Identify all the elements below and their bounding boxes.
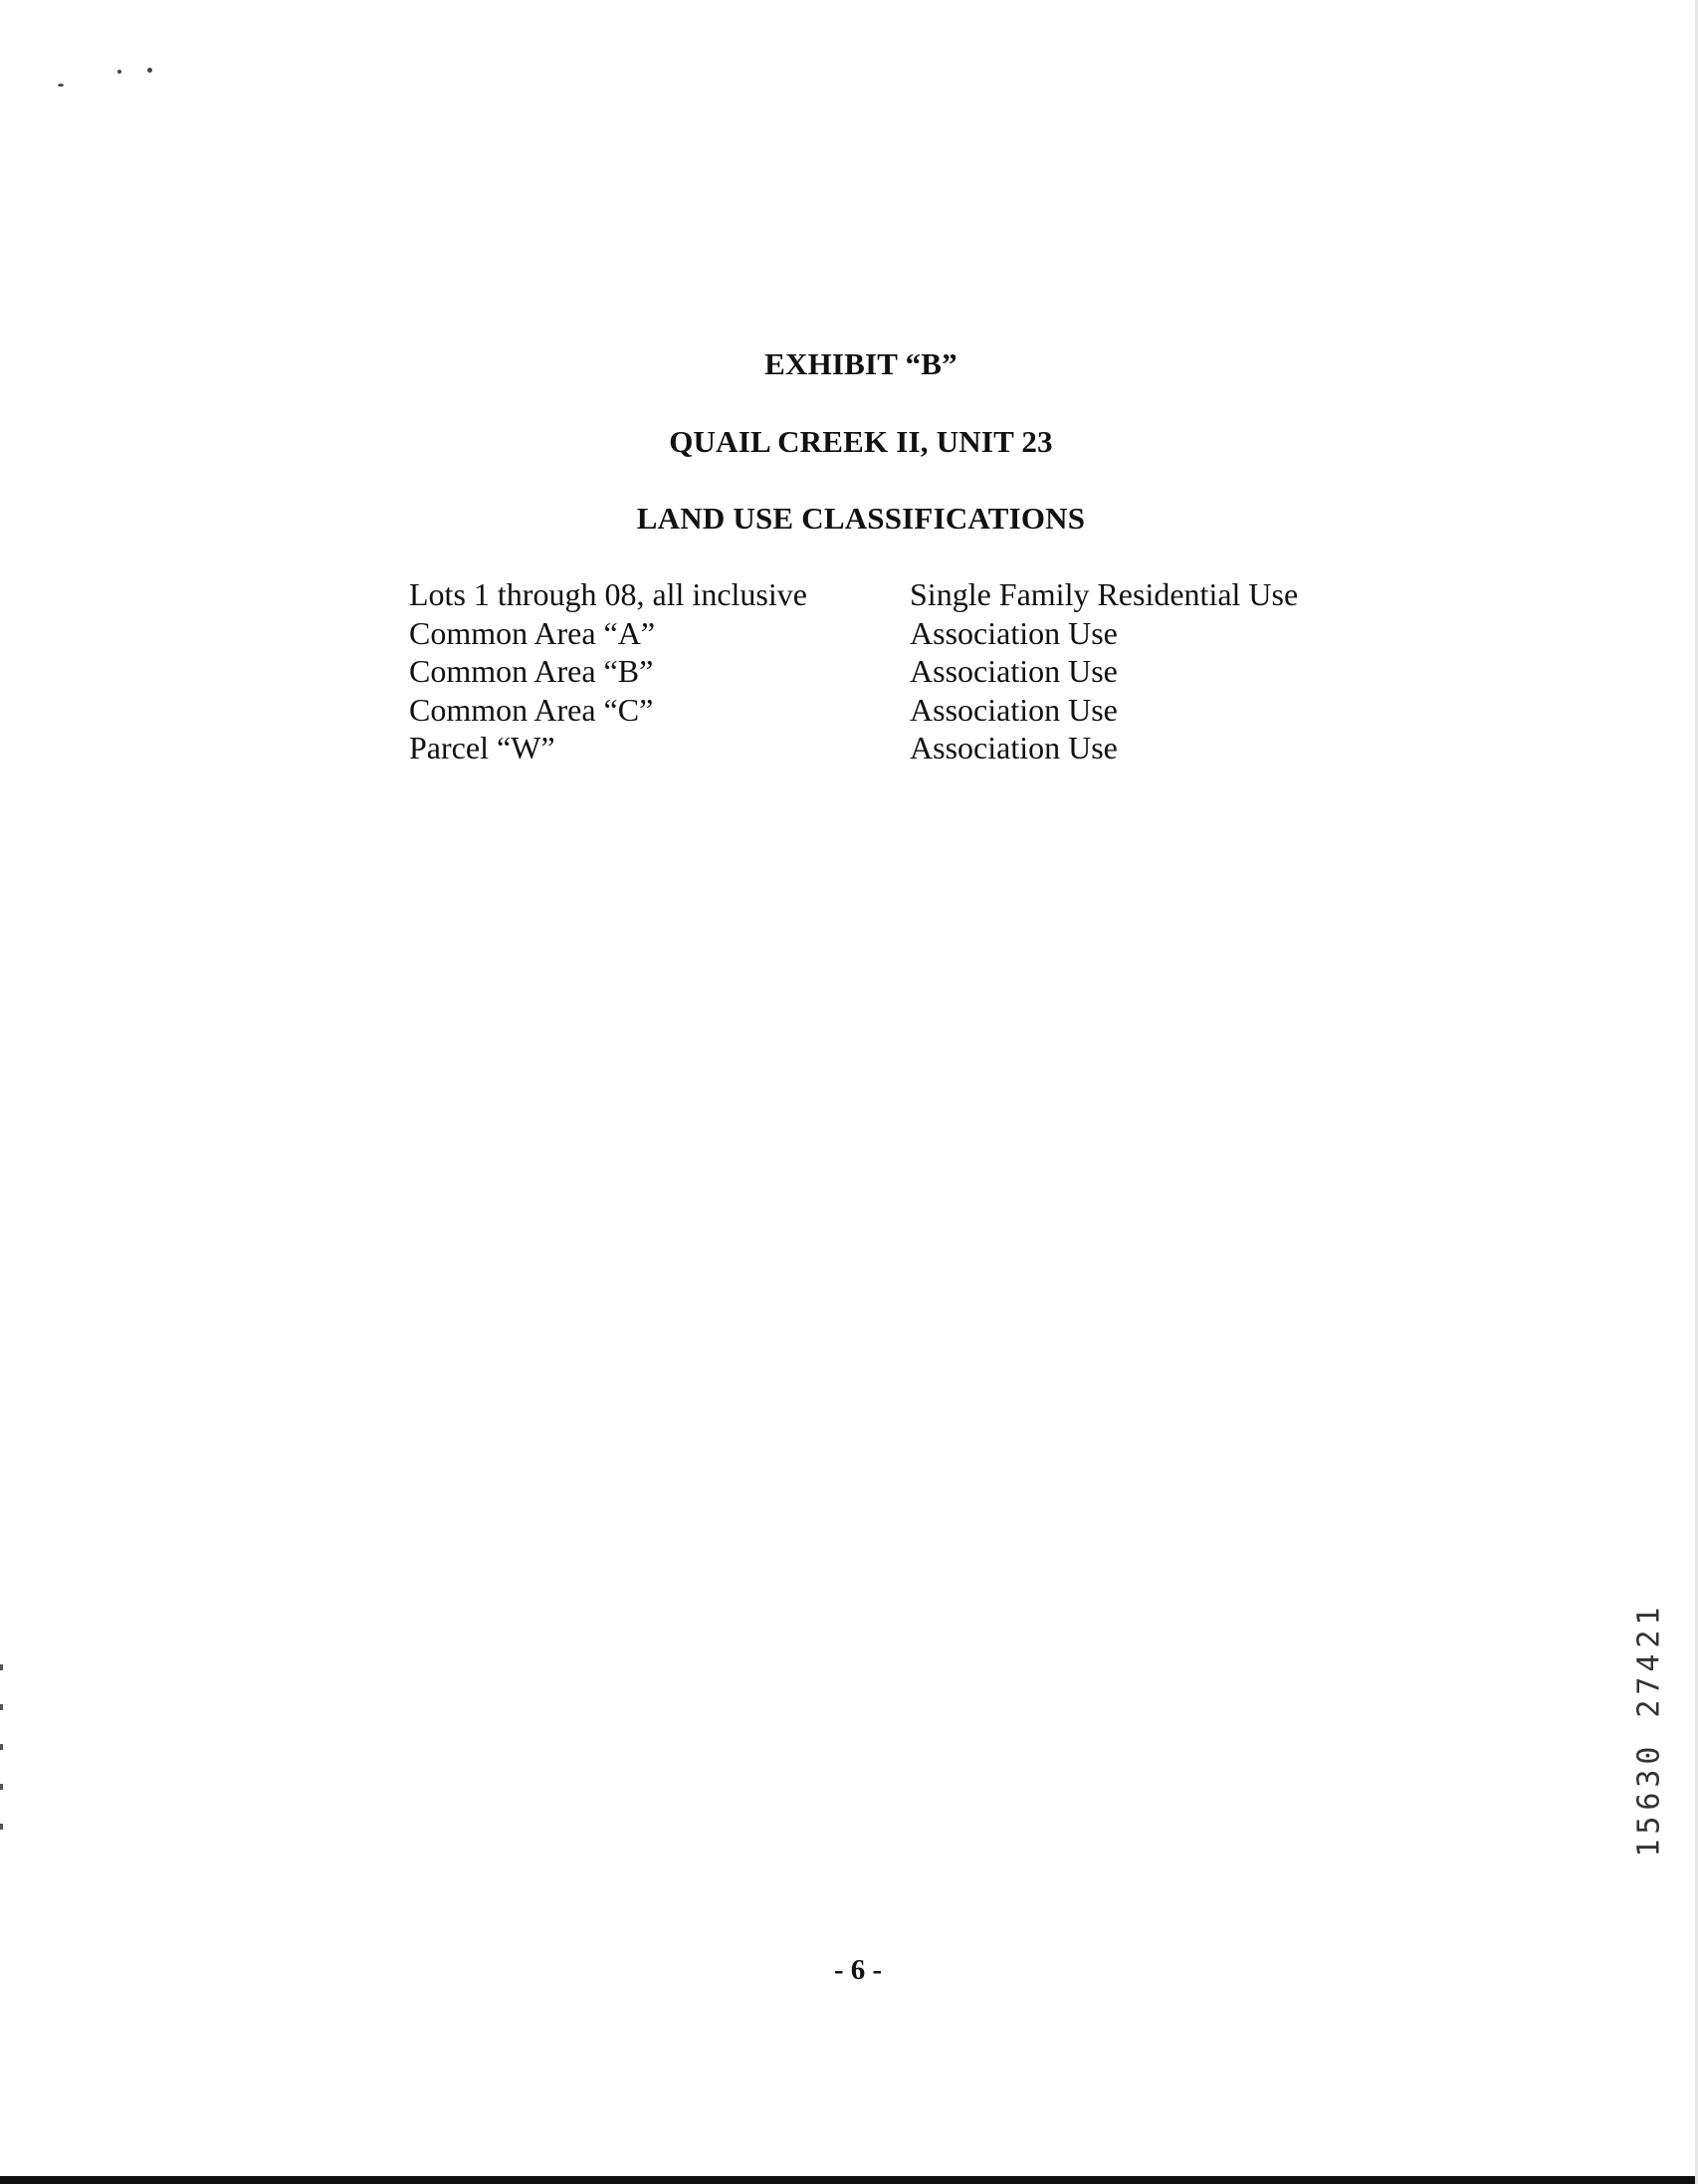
scan-edge-bottom xyxy=(0,2176,1698,2184)
parcel-cell: Common Area “C” xyxy=(409,691,654,728)
stamp-character: 0 xyxy=(1631,1746,1667,1765)
section-heading: LAND USE CLASSIFICATIONS xyxy=(636,501,1086,536)
parcel-cell: Common Area “A” xyxy=(409,614,656,651)
scan-speck xyxy=(147,68,152,73)
table-row xyxy=(409,614,1348,653)
table-row xyxy=(409,652,1348,691)
exhibit-title: EXHIBIT “B” xyxy=(764,346,957,381)
stamp-character: 1 xyxy=(1631,1607,1667,1626)
project-subtitle: QUAIL CREEK II, UNIT 23 xyxy=(669,424,1053,459)
stamp-character: 7 xyxy=(1631,1676,1667,1695)
stamp-character: 1 xyxy=(1631,1839,1667,1857)
use-cell: Association Use xyxy=(910,730,1118,765)
use-cell: Association Use xyxy=(910,691,1118,728)
stamp-character: 2 xyxy=(1631,1699,1667,1718)
scan-speck xyxy=(58,84,64,87)
stamp-character: 4 xyxy=(1631,1653,1667,1672)
scan-speck xyxy=(117,70,121,74)
use-cell: Association Use xyxy=(910,653,1118,689)
table-row xyxy=(409,729,1348,767)
use-cell: Single Family Residential Use xyxy=(910,576,1299,612)
page-number: - 6 - xyxy=(833,1954,883,1986)
scan-mark xyxy=(0,1664,3,1670)
scan-mark xyxy=(0,1784,3,1790)
stamp-character: 3 xyxy=(1631,1769,1667,1788)
recording-stamp xyxy=(1632,1605,1666,1859)
table-row xyxy=(409,575,1348,614)
land-use-table xyxy=(409,575,1348,767)
parcel-cell: Parcel “W” xyxy=(409,730,555,765)
use-cell: Association Use xyxy=(910,614,1118,651)
parcel-cell: Lots 1 through 08, all inclusive xyxy=(409,576,807,612)
scan-mark xyxy=(0,1704,3,1710)
parcel-cell: Common Area “B” xyxy=(409,653,654,689)
stamp-character: 2 xyxy=(1631,1630,1667,1648)
stamp-character: 5 xyxy=(1631,1816,1667,1835)
table-row xyxy=(409,691,1348,730)
scan-mark xyxy=(0,1824,3,1830)
stamp-character: 6 xyxy=(1631,1792,1667,1812)
scan-mark xyxy=(0,1744,3,1750)
